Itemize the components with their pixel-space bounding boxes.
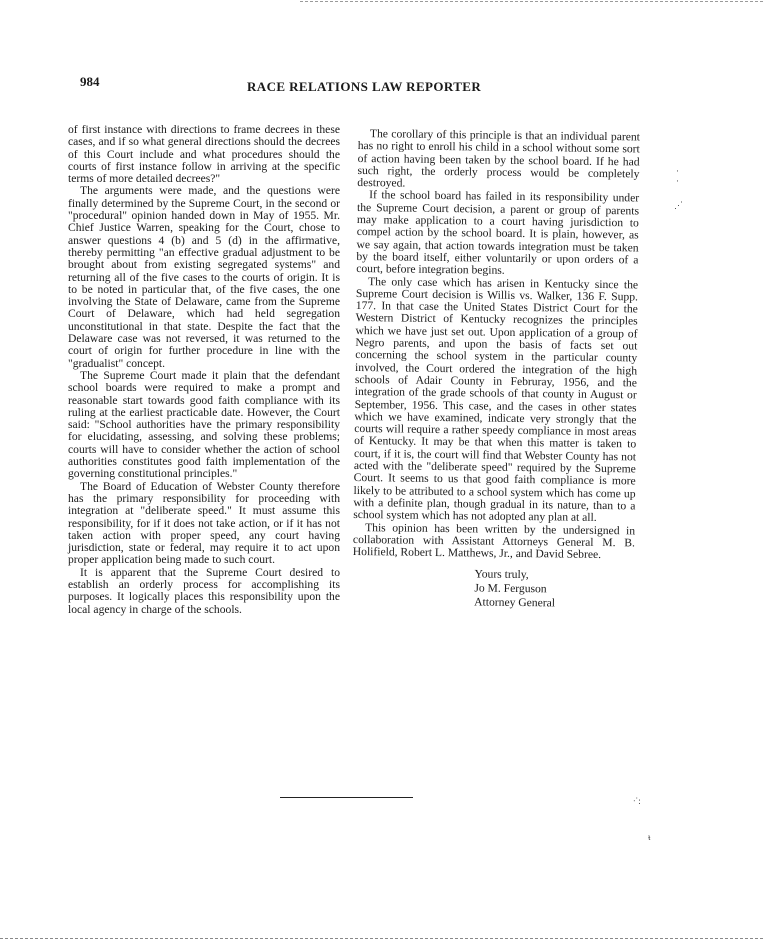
paragraph: of first instance with directions to frame decrees in these cases, and if so what general directions should the decrees of this Court include and what procedures should the courts of first instance follow in arriving at the specific terms of more detailed decrees?" <box>68 123 340 186</box>
scan-speck: · · <box>676 166 679 186</box>
signature-closing: Yours truly, <box>474 567 529 582</box>
closing-rule <box>280 797 413 798</box>
signature-name: Jo M. Ferguson <box>474 581 547 596</box>
paragraph: It is apparent that the Supreme Court desired to establish an orderly process for accomplishing its purposes. It logically places this responsibility upon the local agency in charge of the schools. <box>68 565 340 616</box>
scan-edge-bottom <box>0 938 763 939</box>
page-number: 984 <box>80 74 100 89</box>
paragraph: The Board of Education of Webster County therefore has the primary responsibility for proceeding with integration at "deliberate speed." It must assume this responsibility, for if it does not take action, or if it has not taken action with proper speed, any court having jurisdiction, state or federal, may require it to act upon proper application being made to such court. <box>68 479 340 567</box>
scan-edge-top <box>300 1 763 2</box>
paragraph: This opinion has been written by the undersigned in collaboration with Assistant Attorneys General M. B. Holifield, Robert L. Matthews, Jr., and David Sebree. <box>352 520 636 562</box>
paragraph: The Supreme Court made it plain that the defendant school boards were required to make a prompt and reasonable start towards good faith compliance with its ruling at the earliest practicable date. However, the Court said: "School authorities have the primary responsibility for elucidating, assessing, and solving these problems; courts will have to consider whether the action of school authorities constitutes good faith implementation of the governing constitutional principles." <box>68 368 340 481</box>
paragraph: If the school board has failed in its responsibility under the Supreme Court decision, a parent or group of parents may make application to a court having jurisdiction to compel action by the school board. It is plain, however, as we say again, that action towards integration must be taken by the board itself, either voluntarily or upon orders of a court, before integration begins. <box>356 188 640 278</box>
signature-title: Attorney General <box>474 595 556 610</box>
left-column <box>68 124 340 616</box>
signature-block <box>474 568 635 612</box>
running-head: RACE RELATIONS LAW REPORTER <box>247 79 482 94</box>
scan-speck: ᐧ˙: <box>633 796 641 806</box>
scan-speck: ᵼ <box>648 832 651 842</box>
right-column <box>352 128 640 612</box>
paragraph: The corollary of this principle is that an individual parent has no right to enroll his child in a school without some sort of action having been taken by the school board. If he had such right, the orderly process would be completely destroyed. <box>357 127 640 190</box>
paragraph: The only case which has arisen in Kentucky since the Supreme Court decision is Willis vs. Walker, 136 F. Supp. 177. In that case the United States District Court for the Western District of Kentucky recognizes the principles which we have just set out. Upon application of a group of Negro parents, and upon the basis of facts set out concerning the school system in the particular county involved, the Court ordered the integration of the high schools of Adair County in Februray, 1956, and the integration of the grade schools of that county in August or September, 1956. This case, and the cases in other states which we have examined, indicate very strongly that the courts will require a rather speedy compliance in most areas of Kentucky. It may be that when this matter is taken to court, if it is, the court will find that Webster County has not acted with the "deliberate speed" required by the Supreme Court. It seems to us that good faith compliance is more likely to be attributed to a school system which has come up with a definite plan, though gradual in its nature, than to a school system which has not adopted any plan at all. <box>353 274 639 525</box>
paragraph: The arguments were made, and the questions were finally determined by the Supreme Court, in the second or "procedural" opinion handed down in May of 1955. Mr. Chief Justice Warren, speaking for the Court, chose to answer questions 4 (b) and 5 (d) in the affirmative, thereby permitting "an effective gradual adjustment to be brought about from existing segregated systems" and returning all of the five cases to the courts of origin. It is to be noted in particular that, of the five cases, the one involving the State of Delaware, came from the Supreme Court of Delaware, which had held segregation unconstitutional in that state. Despite the fact that the Delaware case was not reversed, it was returned to the court of origin for further procedure in line with the "gradualist" concept. <box>68 184 340 370</box>
scan-speck: ⋰ <box>674 200 683 210</box>
